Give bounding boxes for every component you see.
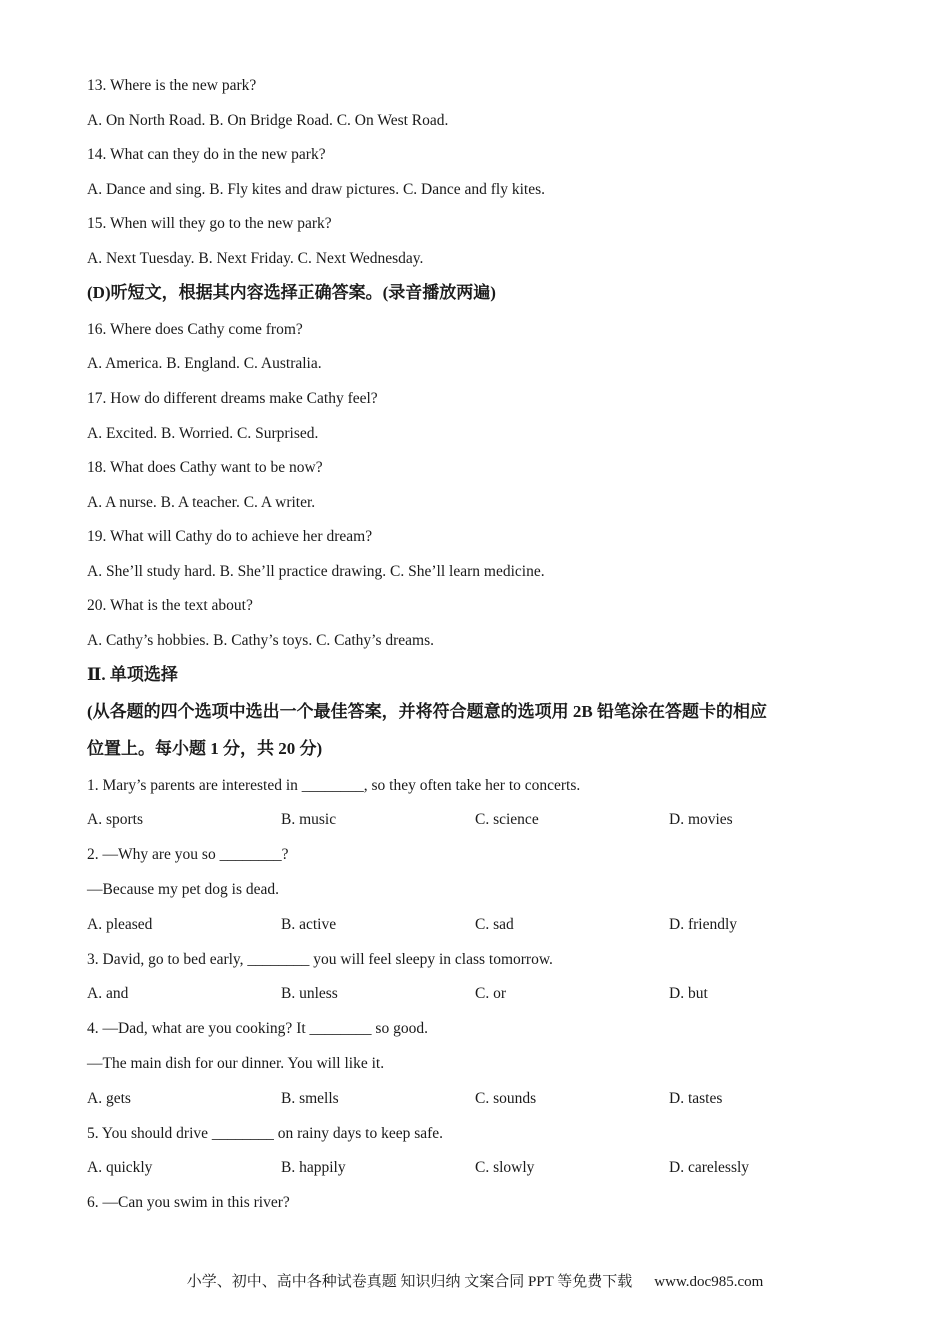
choice-3-option-b: B. unless	[281, 985, 338, 1002]
question-17: 17. How do different dreams make Cathy feel?	[87, 390, 378, 407]
choice-2-option-c: C. sad	[475, 916, 514, 933]
choice-3-option-c: C. or	[475, 985, 506, 1002]
choice-3-option-a: A. and	[87, 985, 129, 1002]
choice-question-4-reply: —The main dish for our dinner. You will like it.	[87, 1055, 385, 1072]
question-18-options: A. A nurse. B. A teacher. C. A writer.	[87, 494, 316, 511]
choice-2-option-d: D. friendly	[669, 916, 738, 933]
choice-question-2-reply: —Because my pet dog is dead.	[87, 881, 279, 898]
choice-5-option-d: D. carelessly	[669, 1159, 750, 1176]
question-15-options: A. Next Tuesday. B. Next Friday. C. Next Wednesday.	[87, 250, 424, 267]
page-footer	[0, 1270, 950, 1291]
question-20: 20. What is the text about?	[87, 597, 253, 614]
question-14: 14. What can they do in the new park?	[87, 146, 326, 163]
choice-1-option-c: C. science	[475, 811, 539, 828]
question-20-options: A. Cathy’s hobbies. B. Cathy’s toys. C. Cathy’s dreams.	[87, 632, 435, 649]
choice-4-option-a: A. gets	[87, 1090, 131, 1107]
choice-4-option-d: D. tastes	[669, 1090, 723, 1107]
choice-2-option-b: B. active	[281, 916, 337, 933]
choice-1-option-a: A. sports	[87, 811, 143, 828]
question-17-options: A. Excited. B. Worried. C. Surprised.	[87, 425, 319, 442]
choice-question-5: 5. You should drive ________ on rainy days to keep safe.	[87, 1125, 444, 1142]
choice-5-option-c: C. slowly	[475, 1159, 535, 1176]
choice-question-2: 2. —Why are you so ________?	[87, 846, 289, 863]
question-13-options: A. On North Road. B. On Bridge Road. C. On West Road.	[87, 112, 449, 129]
question-16-options: A. America. B. England. C. Australia.	[87, 355, 322, 372]
question-16: 16. Where does Cathy come from?	[87, 321, 303, 338]
footer-site-link[interactable]: www.doc985.com	[654, 1274, 764, 1290]
choice-question-6: 6. —Can you swim in this river?	[87, 1194, 290, 1211]
choice-question-4: 4. —Dad, what are you cooking? It ________ so good.	[87, 1020, 428, 1037]
choice-3-option-d: D. but	[669, 985, 708, 1002]
section-2-instructions-line2: 位置上。每小题 1 分，共 20 分)	[87, 739, 323, 758]
choice-1-option-d: D. movies	[669, 811, 733, 828]
choice-5-option-b: B. happily	[281, 1159, 346, 1176]
question-13: 13. Where is the new park?	[87, 77, 257, 94]
section-2-instructions-line1: (从各题的四个选项中选出一个最佳答案，并将符合题意的选项用 2B 铅笔涂在答题卡的相应	[87, 702, 767, 721]
question-19-options: A. She’ll study hard. B. She’ll practice drawing. C. She’ll learn medicine.	[87, 563, 545, 580]
question-14-options: A. Dance and sing. B. Fly kites and draw pictures. C. Dance and fly kites.	[87, 181, 546, 198]
section-d-heading: (D)听短文，根据其内容选择正确答案。(录音播放两遍)	[87, 283, 496, 302]
section-2-heading: Ⅱ. 单项选择	[87, 665, 178, 684]
choice-5-option-a: A. quickly	[87, 1159, 153, 1176]
question-15: 15. When will they go to the new park?	[87, 215, 332, 232]
choice-4-option-c: C. sounds	[475, 1090, 537, 1107]
choice-4-option-b: B. smells	[281, 1090, 339, 1107]
choice-1-option-b: B. music	[281, 811, 337, 828]
question-19: 19. What will Cathy do to achieve her dream?	[87, 528, 373, 545]
choice-question-3: 3. David, go to bed early, ________ you will feel sleepy in class tomorrow.	[87, 951, 553, 968]
footer-text: 小学、初中、高中各种试卷真题 知识归纳 文案合同 PPT 等免费下载	[186, 1274, 633, 1290]
question-18: 18. What does Cathy want to be now?	[87, 459, 323, 476]
choice-question-1: 1. Mary’s parents are interested in ________, so they often take her to concerts.	[87, 777, 581, 794]
choice-2-option-a: A. pleased	[87, 916, 153, 933]
